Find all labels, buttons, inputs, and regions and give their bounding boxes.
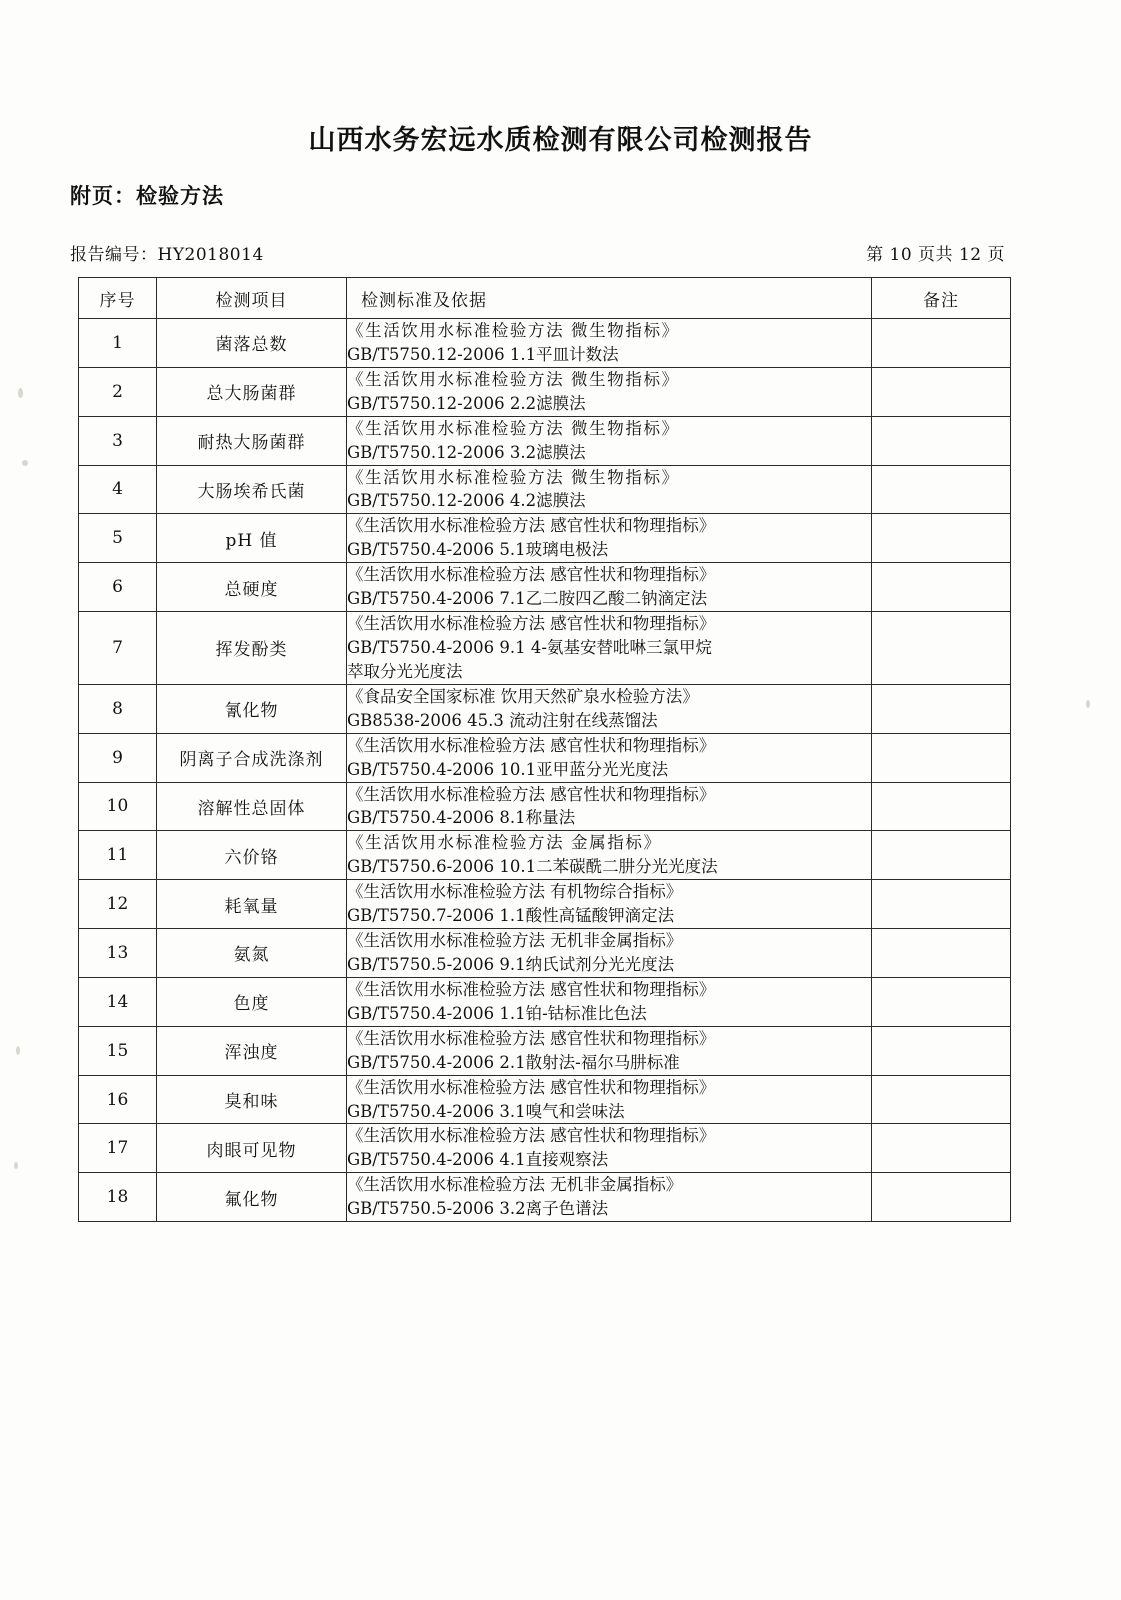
standard-title-line: 《生活饮用水标准检验方法 感官性状和物理指标》 xyxy=(347,1126,716,1146)
cell-serial-number: 11 xyxy=(79,831,157,880)
cell-test-item: 阴离子合成洗涤剂 xyxy=(157,733,347,782)
column-header-no: 序号 xyxy=(79,278,157,319)
cell-standard xyxy=(347,929,872,978)
cell-note xyxy=(872,684,1011,733)
cell-note xyxy=(872,612,1011,685)
standard-reference-line: GB/T5750.5-2006 3.2离子色谱法 xyxy=(347,1199,609,1219)
standard-reference-line-continued: 萃取分光光度法 xyxy=(347,661,463,681)
cell-serial-number: 10 xyxy=(79,782,157,831)
cell-serial-number: 5 xyxy=(79,514,157,563)
cell-serial-number: 17 xyxy=(79,1124,157,1173)
table-row xyxy=(79,319,1011,368)
standard-title-line: 《生活饮用水标准检验方法 金属指标》 xyxy=(347,833,662,853)
cell-serial-number: 16 xyxy=(79,1075,157,1124)
cell-note xyxy=(872,929,1011,978)
cell-test-item: 肉眼可见物 xyxy=(157,1124,347,1173)
standard-reference-line: GB/T5750.12-2006 1.1平皿计数法 xyxy=(347,344,619,364)
table-row xyxy=(79,416,1011,465)
cell-serial-number: 3 xyxy=(79,416,157,465)
standard-title-line: 《生活饮用水标准检验方法 感官性状和物理指标》 xyxy=(347,565,716,585)
cell-standard xyxy=(347,319,872,368)
cell-standard xyxy=(347,612,872,685)
standard-reference-line: GB/T5750.12-2006 4.2滤膜法 xyxy=(347,491,586,511)
standard-reference-line: GB/T5750.4-2006 10.1亚甲蓝分光光度法 xyxy=(347,759,669,779)
report-number: 报告编号：HY2018014 xyxy=(70,245,264,265)
page-subtitle: 附页：检验方法 xyxy=(70,184,224,208)
cell-note xyxy=(872,880,1011,929)
cell-note xyxy=(872,977,1011,1026)
cell-test-item: 菌落总数 xyxy=(157,319,347,368)
standard-title-line: 《生活饮用水标准检验方法 无机非金属指标》 xyxy=(347,931,683,951)
test-methods-table xyxy=(78,277,1011,1222)
standard-title-line: 《生活饮用水标准检验方法 有机物综合指标》 xyxy=(347,882,683,902)
table-row xyxy=(79,563,1011,612)
table-row xyxy=(79,465,1011,514)
standard-reference-line: GB/T5750.4-2006 5.1玻璃电极法 xyxy=(347,540,609,560)
cell-serial-number: 6 xyxy=(79,563,157,612)
standard-title-line: 《生活饮用水标准检验方法 感官性状和物理指标》 xyxy=(347,516,716,536)
page-number: 第 10 页共 12 页 xyxy=(866,245,1005,265)
standard-title-line: 《食品安全国家标准 饮用天然矿泉水检验方法》 xyxy=(347,686,699,706)
cell-test-item: 耗氧量 xyxy=(157,880,347,929)
standard-title-line: 《生活饮用水标准检验方法 微生物指标》 xyxy=(347,321,680,340)
cell-standard xyxy=(347,684,872,733)
standard-title-line: 《生活饮用水标准检验方法 感官性状和物理指标》 xyxy=(347,735,716,755)
cell-test-item: 耐热大肠菌群 xyxy=(157,416,347,465)
cell-note xyxy=(872,1124,1011,1173)
scan-speck xyxy=(22,460,28,466)
table-row xyxy=(79,1075,1011,1124)
cell-standard xyxy=(347,1173,872,1222)
cell-test-item: 溶解性总固体 xyxy=(157,782,347,831)
cell-test-item: 总大肠菌群 xyxy=(157,367,347,416)
report-meta xyxy=(70,240,1005,266)
scan-speck xyxy=(14,1162,18,1169)
cell-serial-number: 12 xyxy=(79,880,157,929)
cell-serial-number: 1 xyxy=(79,319,157,368)
table-row xyxy=(79,782,1011,831)
table-row xyxy=(79,367,1011,416)
scan-speck xyxy=(18,388,23,398)
cell-standard xyxy=(347,831,872,880)
cell-note xyxy=(872,1173,1011,1222)
standard-reference-line: GB/T5750.6-2006 10.1二苯碳酰二肼分光光度法 xyxy=(347,857,718,877)
standard-title-line: 《生活饮用水标准检验方法 感官性状和物理指标》 xyxy=(347,784,716,804)
cell-serial-number: 4 xyxy=(79,465,157,514)
standard-reference-line: GB/T5750.7-2006 1.1酸性高锰酸钾滴定法 xyxy=(347,906,675,926)
standard-title-line: 《生活饮用水标准检验方法 无机非金属指标》 xyxy=(347,1175,683,1195)
cell-note xyxy=(872,831,1011,880)
cell-note xyxy=(872,1026,1011,1075)
cell-standard xyxy=(347,367,872,416)
cell-test-item: 浑浊度 xyxy=(157,1026,347,1075)
cell-note xyxy=(872,416,1011,465)
cell-note xyxy=(872,514,1011,563)
cell-serial-number: 15 xyxy=(79,1026,157,1075)
cell-note xyxy=(872,319,1011,368)
cell-test-item: 臭和味 xyxy=(157,1075,347,1124)
table-row xyxy=(79,733,1011,782)
standard-title-line: 《生活饮用水标准检验方法 感官性状和物理指标》 xyxy=(347,1028,716,1048)
scan-speck xyxy=(1086,700,1090,708)
table-row xyxy=(79,1124,1011,1173)
standard-title-line: 《生活饮用水标准检验方法 感官性状和物理指标》 xyxy=(347,614,716,634)
standard-reference-line: GB/T5750.4-2006 3.1嗅气和尝味法 xyxy=(347,1101,625,1121)
cell-test-item: 氨氮 xyxy=(157,929,347,978)
table-row xyxy=(79,1026,1011,1075)
cell-test-item: 挥发酚类 xyxy=(157,612,347,685)
cell-standard xyxy=(347,782,872,831)
standard-title-line: 《生活饮用水标准检验方法 微生物指标》 xyxy=(347,418,680,438)
cell-serial-number: 8 xyxy=(79,684,157,733)
cell-serial-number: 2 xyxy=(79,367,157,416)
cell-standard xyxy=(347,465,872,514)
table-row xyxy=(79,929,1011,978)
cell-test-item: 大肠埃希氏菌 xyxy=(157,465,347,514)
cell-standard xyxy=(347,514,872,563)
cell-standard xyxy=(347,880,872,929)
table-row xyxy=(79,1173,1011,1222)
cell-standard xyxy=(347,1026,872,1075)
page-title: 山西水务宏远水质检测有限公司检测报告 xyxy=(308,125,813,156)
table-row xyxy=(79,880,1011,929)
cell-standard xyxy=(347,563,872,612)
cell-note xyxy=(872,563,1011,612)
cell-standard xyxy=(347,733,872,782)
cell-test-item: pH 值 xyxy=(157,514,347,563)
cell-standard xyxy=(347,977,872,1026)
cell-standard xyxy=(347,1075,872,1124)
standard-title-line: 《生活饮用水标准检验方法 微生物指标》 xyxy=(347,369,680,389)
cell-note xyxy=(872,1075,1011,1124)
table-row xyxy=(79,831,1011,880)
cell-test-item: 六价铬 xyxy=(157,831,347,880)
cell-serial-number: 9 xyxy=(79,733,157,782)
standard-title-line: 《生活饮用水标准检验方法 微生物指标》 xyxy=(347,467,680,487)
cell-test-item: 色度 xyxy=(157,977,347,1026)
standard-reference-line: GB/T5750.4-2006 2.1散射法-福尔马肼标准 xyxy=(347,1052,680,1072)
cell-note xyxy=(872,733,1011,782)
standard-reference-line: GB/T5750.4-2006 4.1直接观察法 xyxy=(347,1150,609,1170)
cell-test-item: 氰化物 xyxy=(157,684,347,733)
cell-serial-number: 14 xyxy=(79,977,157,1026)
standard-reference-line: GB/T5750.5-2006 9.1纳氏试剂分光光度法 xyxy=(347,954,675,974)
cell-serial-number: 13 xyxy=(79,929,157,978)
column-header-standard: 检测标准及依据 xyxy=(347,278,872,319)
column-header-item: 检测项目 xyxy=(157,278,347,319)
cell-test-item: 氟化物 xyxy=(157,1173,347,1222)
standard-title-line: 《生活饮用水标准检验方法 感官性状和物理指标》 xyxy=(347,1077,716,1097)
table-row xyxy=(79,514,1011,563)
cell-serial-number: 18 xyxy=(79,1173,157,1222)
cell-standard xyxy=(347,1124,872,1173)
table-row xyxy=(79,684,1011,733)
standard-reference-line: GB/T5750.12-2006 2.2滤膜法 xyxy=(347,393,586,413)
table-row xyxy=(79,977,1011,1026)
cell-test-item: 总硬度 xyxy=(157,563,347,612)
cell-note xyxy=(872,465,1011,514)
standard-reference-line: GB8538-2006 45.3 流动注射在线蒸馏法 xyxy=(347,710,658,730)
standard-reference-line: GB/T5750.4-2006 9.1 4-氨基安替吡啉三氯甲烷 xyxy=(347,637,712,657)
table-row xyxy=(79,612,1011,685)
cell-note xyxy=(872,367,1011,416)
cell-standard xyxy=(347,416,872,465)
standard-reference-line: GB/T5750.12-2006 3.2滤膜法 xyxy=(347,442,586,462)
standard-reference-line: GB/T5750.4-2006 7.1乙二胺四乙酸二钠滴定法 xyxy=(347,589,708,609)
scan-speck xyxy=(16,1046,20,1055)
table-header-row xyxy=(79,278,1011,319)
cell-note xyxy=(872,782,1011,831)
cell-serial-number: 7 xyxy=(79,612,157,685)
standard-reference-line: GB/T5750.4-2006 1.1铂-钴标准比色法 xyxy=(347,1003,647,1023)
table-body xyxy=(79,319,1011,1222)
column-header-note: 备注 xyxy=(872,278,1011,319)
standard-title-line: 《生活饮用水标准检验方法 感官性状和物理指标》 xyxy=(347,979,716,999)
standard-reference-line: GB/T5750.4-2006 8.1称量法 xyxy=(347,808,576,828)
